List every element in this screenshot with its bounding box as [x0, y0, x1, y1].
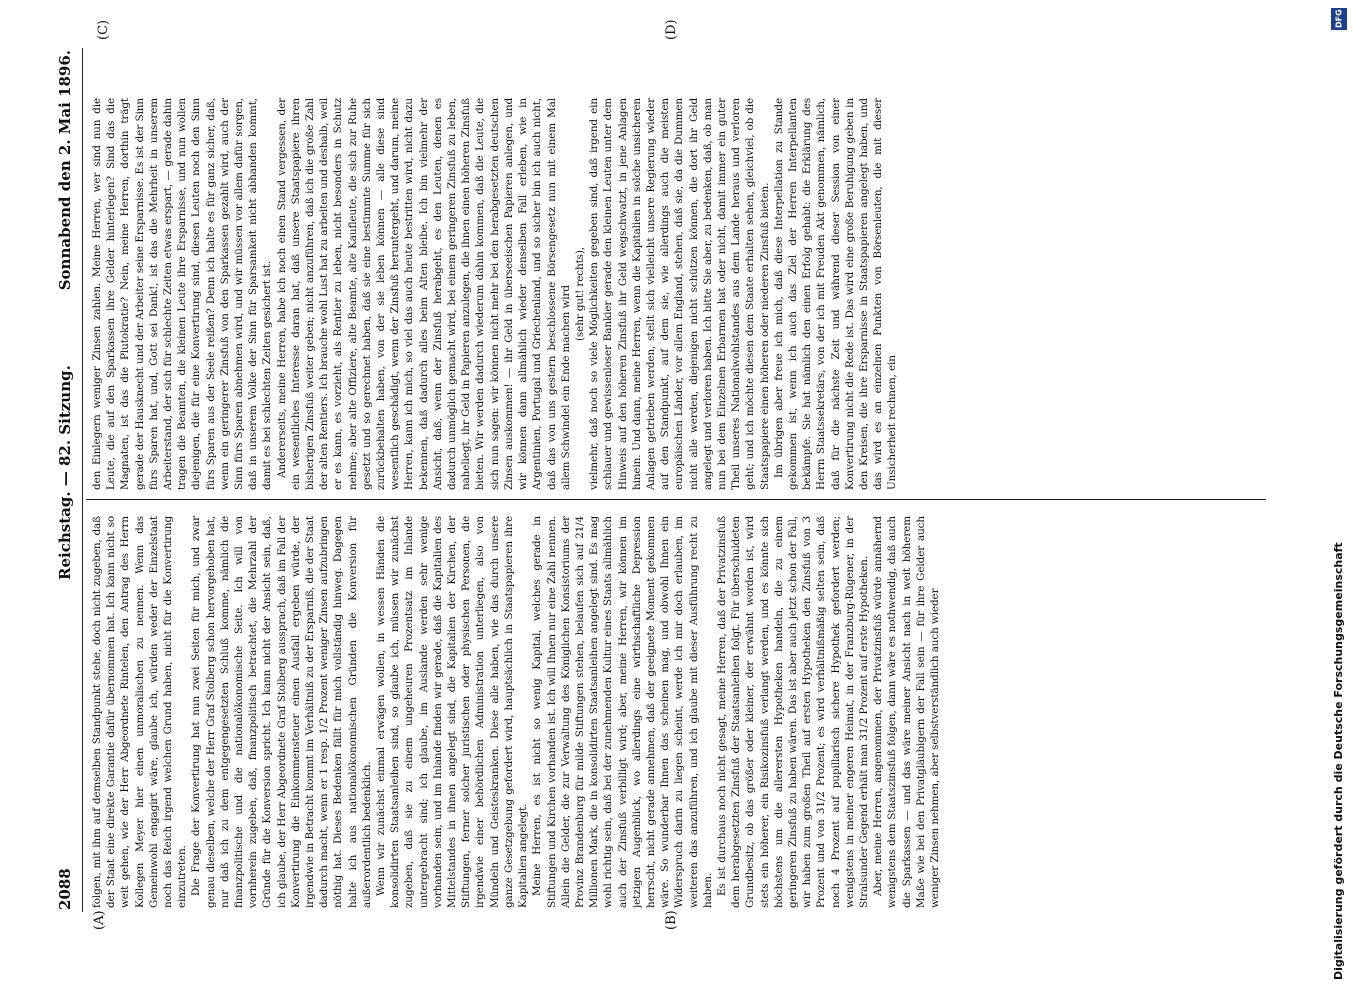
- margin-marker-a: (A): [92, 910, 107, 930]
- margin-marker-c: (C): [96, 19, 111, 40]
- paragraph: folgen, mit ihm auf demselben Standpunkt stehe, doch nicht zugeben, daß der Staat eine direkte Garantie dafür übernommen hat. Ich kann nicht so weit gehen, wie der Herr Abgeordnete Rintelen, den Antrag des Herrn Kollegen Meyer hier einen unmoralischen zu nennen. Wenn das Gemeinwohl engagirt wäre, glaube ich, würden weder der Einzelstaat noch das Reich irgend welchen Grund haben, nicht für die Konvertirung einzutreten.: [91, 516, 189, 908]
- paragraph: Im übrigen aber freue ich mich, daß diese Interpellation zu Stande gekommen ist, wenn ich auch das Ziel der Herren Interpellanten bekämpfe. Sie hat nämlich den einen Erfolg gehabt: die Erklärung des Herrn Staatssekretärs, von der ich mit Freuden Akt genommen, nämlich, daß für die nächste Zeit und während dieser Session von einer Konvertirung nicht die Rede ist. Das wird eine große Beruhigung geben in den Kreisen, die ihre Ersparnisse in Staatspapieren angelegt haben, und das wird es an einzelnen Punkten von Börsenleuten, die mit dieser Unsicherheit rechnen, ein: [772, 98, 899, 490]
- paragraph: Meine Herren, es ist nicht so wenig Kapital, welches gerade in Stiftungen und Kirchen vorhanden ist. Ich will Ihnen nur eine Zahl nennen. Allein die Gelder, die zur Verwaltung des Königlichen Konsistoriums der Provinz Brandenburg für milde Stiftungen stehen, belaufen sich auf 21/4 Millionen Mark, die in konsolidirten Staatsanleihen angelegt sind. Es mag wohl richtig sein, daß bei der zunehmenden Kultur eines Staats allmählich auch der Zinsfuß verbilligt wird; aber, meine Herren, wir können im jetzigen Augenblick, wo allerdings eine wirthschaftliche Depression herrscht, nicht gerade annehmen, daß der geeignete Moment gekommen wäre. So wunderbar Ihnen das scheinen mag, und obwohl Ihnen ein Widerspruch darin zu liegen scheint, werde ich mir doch erlauben, im weiteren das anzuführen, und ich glaube mit dieser Ausführung recht zu haben.: [531, 516, 714, 908]
- digitization-note: [1331, 8, 1347, 992]
- dfg-logo: DFG: [1331, 8, 1347, 30]
- page-number: 2088: [56, 868, 74, 910]
- header-rule: [82, 48, 83, 912]
- paragraph: Aber, meine Herren, angenommen, der Privatzinsfuß würde annähernd wenigstens dem Staatszinsfuß folgen, dann wäre es nothwendig, daß auch die Sparkassen — und das wäre meiner Ansicht nach in weit höherem Maße wie bei den Privatgläubigern der Fall sein — für ihre Gelder auch weniger Zinsen nehmen, aber selbstverständlich auch wieder: [872, 516, 941, 908]
- session-title: Reichstag. — 82. Sitzung.: [56, 365, 74, 580]
- paragraph: Wenn wir zunächst einmal erwägen wollen, in wessen Händen die konsolidirten Staatsanleihen sind, so glaube ich, müssen wir zunächst zugeben, daß sie zu einem ungeheuren Prozentsatz im Inlande untergebracht sind; ich glaube, im Auslande werden sehr wenige vorhanden sein, und im Inlande finden wir gerade, daß die Kapitalien des Mittelstandes in ihnen angelegt sind, die Kapitalien der Kirchen, der Stiftungen, ferner solcher juristischen oder physischen Personen, die irgendwie einer behördlichen Administration unterliegen, also von Mündeln und Geisteskranken. Diese alle haben, wie das durch unsere ganze Gesetzgebung gefordert wird, hauptsächlich in Staatspapieren ihre Kapitalien angelegt.: [375, 516, 530, 908]
- digitization-note-text: Digitalisierung gefördert durch die Deutsche Forschungsgemeinschaft: [1332, 542, 1345, 980]
- paragraph: Die Frage der Konvertirung hat nun zwei Seiten für mich, und zwar genau dieselben, welche der Herr Graf Stolberg schon hervorgehoben hat, nur daß ich zu dem entgegengesetzten Schluß komme, nämlich die finanzpolitische und die nationalökonomische Seite. Ich will von vornherein zugeben, daß, finanzpolitisch betrachtet, die Mehrzahl der Gründe für die Konversion spricht. Ich kann nicht der Ansicht sein, daß, ich glaube, der Herr Abgeordnete Graf Stolberg aussprach, daß im Fall der Konvertirung die Einkommensteuer einen Ausfall ergeben würde, der irgendwie in Betracht kommt im Verhältniß zu der Ersparniß, die der Staat dadurch macht, wenn er 1 resp. 1/2 Prozent weniger Zinsen aufzubringen nöthig hat. Dieses Bedenken fällt für mich vollständig hinweg. Dagegen halte ich aus nationalökonomischen Gründen die Konversion für außerordentlich bedenklich.: [190, 516, 373, 908]
- paragraph: Andererseits, meine Herren, habe ich noch einen Stand vergessen, der ein wesentliches Interesse daran hat, daß unsere Staatspapiere ihren bisherigen Zinsfuß weiter geben; nicht anzuführen, daß ich die große Zahl der alten Rentiers. Ich brauche wohl Lust hat zu arbeiten und deshalb, weil er es kann, es vorzieht, als Rentier zu leben, nicht besonders in Schutz nehme; aber alte Offiziere, alte Beamte, alte Kaufleute, die sich zur Ruhe gesetzt und so gerechnet haben, daß sie eine bestimmte Summe für sich zurückbehalten haben, von der sie leben können — alle diese sind wesentlich geschädigt, wenn der Zinsfuß heruntergeht, und darum, meine Herren, kann ich mich, so viel das auch heute bestritten wird, nicht dazu bekennen, daß dadurch alles beim Alten bleibe. Ich bin vielmehr der Ansicht, daß, wenn der Zinsfuß herabgeht, es den Leuten, denen es dadurch unmöglich gemacht wird, bei einem geringeren Zinsfuß zu leben, naheliegt, ihr Geld in Papieren anzulegen, die ihnen einen höheren Zinsfuß bieten. Wir werden dadurch wiederum dahin kommen, daß die Leute, die sich nun sagen: wir können nicht mehr bei den herabgesetzten deutschen Zinsen auskommen! — ihr Geld in überseeischen Papieren anlegen, und wir können dann allmählich wieder denselben Fall erleben, wie in Argentinien, Portugal und Griechenland, und so sicher bin ich auch nicht, daß das von uns gestern beschlossene Börsengesetz nun mit einem Mal allem Schwindel ein Ende machen wird: [275, 98, 572, 490]
- paragraph: Es ist durchaus noch nicht gesagt, meine Herren, daß der Privatzinsfuß dem herabgesetzten Zinsfuß der Staatsanleihen folgt. Für überschuldeten Grundbesitz, ob das größer oder kleiner, der erwähnt worden ist, wird stets ein höherer, ein Risikozinsfuß verlangt werden, und es könnte sich höchstens um die allerersten Hypotheken handeln, die zu einem geringeren Zinsfuß zu haben wären. Das ist aber auch jetzt schon der Fall, wir haben zum großen Theil auf ersten Hypotheken den Zinsfuß von 3 Prozent und von 31/2 Prozent; es wird verhältnißmäßig selten sein, daß noch 4 Prozent auf pupillarisch sichere Hypothek gefordert werden; wenigstens in meiner engeren Heimat, in der Franzburg-Rügener, in der Stralsunder Gegend erhält man 31/2 Prozent auf erste Hypotheken.: [715, 516, 870, 908]
- margin-marker-b: (B): [664, 910, 679, 930]
- session-date: Sonnabend den 2. Mai 1896.: [56, 50, 74, 291]
- page-header: [56, 50, 80, 910]
- right-column: [90, 98, 1270, 490]
- margin-marker-d: (D): [664, 19, 679, 40]
- paragraph: vielmehr, daß noch so viele Möglichkeiten gegeben sind, daß irgend ein schlauer und gewissenloser Bankier gerade den kleinen Leuten unter dem Hinweis auf den höheren Zinsfuß ihr Geld wegschwatzt, in jene Anlagen hinein. Und dann, meine Herren, wenn die Kapitalien in solche unsicheren Anlagen getrieben werden, stellt sich vielleicht unsere Regierung wieder auf den Standpunkt, auf dem sie, wie allerdings auch die meisten europäischen Länder, vor allem England, stehen, daß sie, da die Dummen nicht alle werden, diejenigen nicht schützen können, die dort ihr Geld angelegt und verloren haben. Ich bitte Sie aber, zu bedenken, daß, ob man nun bei dem Einzelnen Erbarmen hat oder nicht, damit immer ein guter Theil unseres Nationalwohlstandes aus dem Lande heraus und verloren geht; und ich möchte diesen dem Staate erhalten sehen, gleichviel, ob die Staatspapiere einen höheren oder niederen Zinsfuß bieten.: [588, 98, 771, 490]
- column-divider: [86, 499, 1266, 500]
- left-column: [90, 516, 1270, 908]
- paragraph: den Einlegern weniger Zinsen zahlen. Meine Herren, wer sind nun die Leute, die auf den Sparkassen ihre Gelder hinterlegen? Sind das die Magnaten, ist das die Plutokratie? Nein, meine Herren, dorthin trägt gerade der Hausknecht und der Arbeiter seine Ersparnisse. Es ist der Sinn fürs Sparen hat, und, Gott sei Dank!, ist das die Mehrheit in unserem Arbeiterstand, der sich für schlechte Zeiten etwas erspart, — gerade dahin tragen die Beamten, die kleinen Leute ihre Ersparnisse, und nun wollen diejenigen, die für eine Konvertirung sind, diesen Leuten noch den Sinn fürs Sparen aus der Seele reißen? Denn ich halte es für ganz sicher, daß, wenn ein geringerer Zinsfuß von den Sparkassen gezahlt wird, auch der Sinn fürs Sparen abnehmen wird, und wir müssen vor allem dafür sorgen, daß in unserem Volke der Sinn für Sparsamkeit nicht abhanden kommt, damit es bei schlechten Zeiten gesichert ist.: [91, 98, 274, 490]
- interjection: (sehr gut! rechts),: [573, 246, 586, 342]
